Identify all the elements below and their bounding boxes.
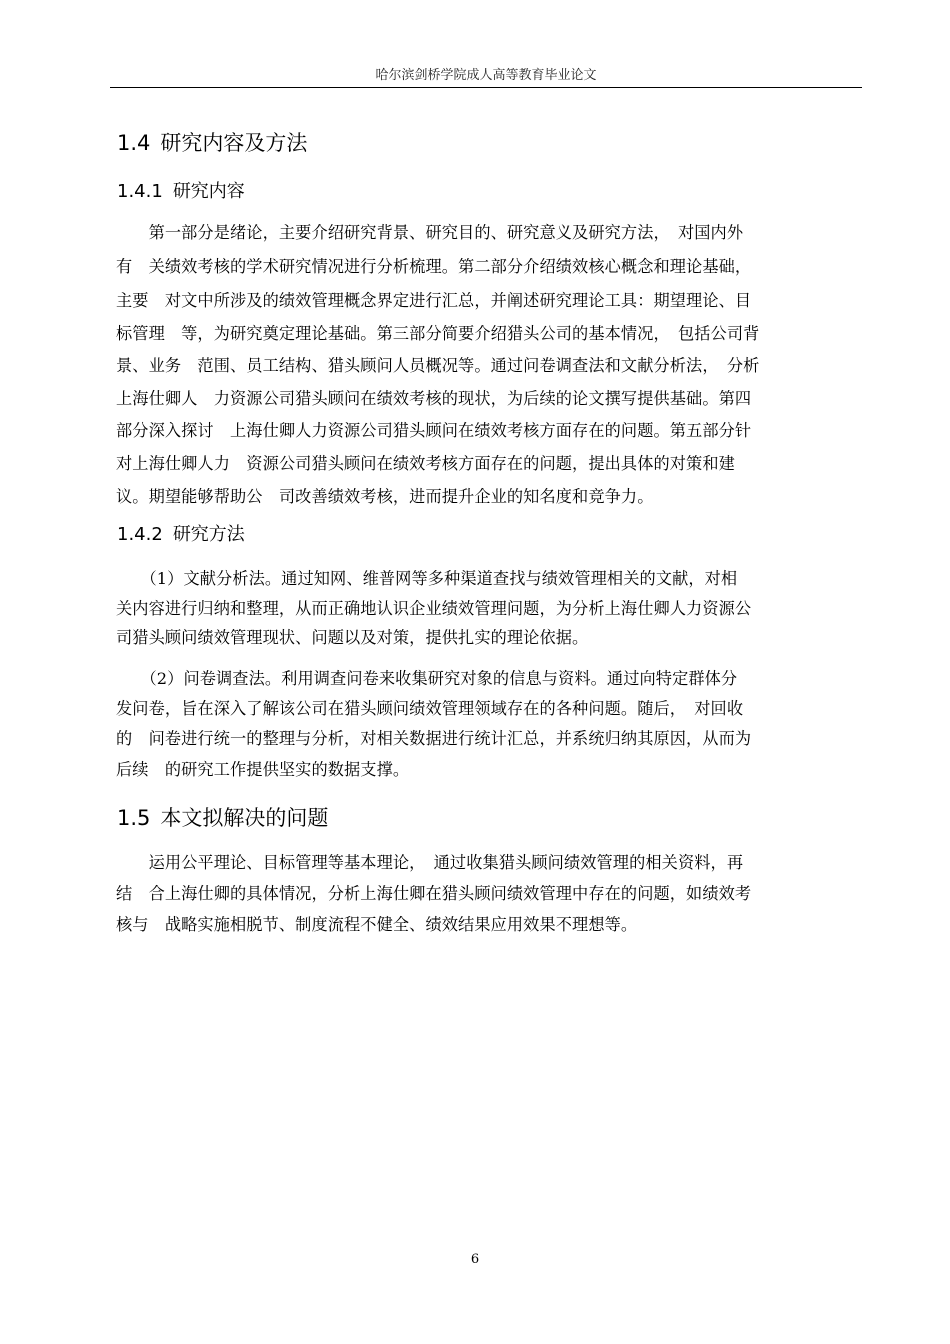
paragraph-line: 运用公平理论、目标管理等基本理论， 通过收集猎头顾问绩效管理的相关资料，再 — [116, 853, 744, 872]
paragraph-line: 对上海仕卿人力 资源公司猎头顾问在绩效考核方面存在的问题，提出具体的对策和建 — [116, 454, 735, 473]
paragraph-line: 景、业务 范围、员工结构、猎头顾问人员概况等。通过问卷调查法和文献分析法， 分析 — [116, 356, 760, 375]
subsection-number: 1.4.2 — [117, 524, 163, 545]
paragraph-line: 有 关绩效考核的学术研究情况进行分析梳理。第二部分介绍绩效核心概念和理论基础， — [116, 257, 752, 276]
page-number: 6 — [470, 1252, 480, 1267]
paragraph-line: 标管理 等，为研究奠定理论基础。第三部分简要介绍猎头公司的基本情况， 包括公司背 — [116, 324, 760, 343]
paragraph-line: 第一部分是绪论，主要介绍研究背景、研究目的、研究意义及研究方法， 对国内外 — [116, 223, 744, 242]
paragraph-line: 核与 战略实施相脱节、制度流程不健全、绩效结果应用效果不理想等。 — [116, 915, 638, 934]
paragraph-line: 上海仕卿人 力资源公司猎头顾问在绩效考核的现状，为后续的论文撰写提供基础。第四 — [116, 389, 752, 408]
section-title: 本文拟解决的问题 — [160, 806, 329, 830]
paragraph-line: 主要 对文中所涉及的绩效管理概念界定进行汇总，并阐述研究理论工具：期望理论、目 — [116, 291, 752, 310]
paragraph-line: 关内容进行归纳和整理，从而正确地认识企业绩效管理问题，为分析上海仕卿人力资源公 — [116, 599, 752, 618]
paragraph-line: （2）问卷调查法。利用调查问卷来收集研究对象的信息与资料。通过向特定群体分 — [116, 669, 738, 688]
section-heading-1-4 — [117, 127, 307, 157]
paragraph-line: 的 问卷进行统一的整理与分析，对相关数据进行统计汇总，并系统归纳其原因，从而为 — [116, 729, 752, 748]
paragraph-line: 部分深入探讨 上海仕卿人力资源公司猎头顾问在绩效考核方面存在的问题。第五部分针 — [116, 421, 752, 440]
paragraph-line: 后续 的研究工作提供坚实的数据支撑。 — [116, 760, 410, 779]
subsection-heading-1-4-1 — [117, 177, 245, 203]
subsection-title: 研究内容 — [172, 181, 245, 202]
paragraph-line: （1）文献分析法。通过知网、维普网等多种渠道查找与绩效管理相关的文献，对相 — [116, 569, 738, 588]
paragraph-line: 发问卷，旨在深入了解该公司在猎头顾问绩效管理领域存在的各种问题。随后， 对回收 — [116, 699, 744, 718]
page-header-title: 哈尔滨剑桥学院成人高等教育毕业论文 — [375, 68, 597, 83]
section-title: 研究内容及方法 — [160, 131, 308, 155]
section-number: 1.5 — [117, 806, 151, 830]
section-heading-1-5 — [117, 802, 328, 832]
subsection-heading-1-4-2 — [117, 520, 245, 546]
paragraph-line: 司猎头顾问绩效管理现状、问题以及对策，提供扎实的理论依据。 — [116, 628, 589, 647]
subsection-number: 1.4.1 — [117, 181, 163, 202]
subsection-title: 研究方法 — [172, 524, 245, 545]
section-number: 1.4 — [117, 131, 151, 155]
header-divider — [110, 87, 862, 88]
paragraph-line: 结 合上海仕卿的具体情况，分析上海仕卿在猎头顾问绩效管理中存在的问题，如绩效考 — [116, 884, 752, 903]
paragraph-line: 议。期望能够帮助公 司改善绩效考核，进而提升企业的知名度和竞争力。 — [116, 487, 654, 506]
